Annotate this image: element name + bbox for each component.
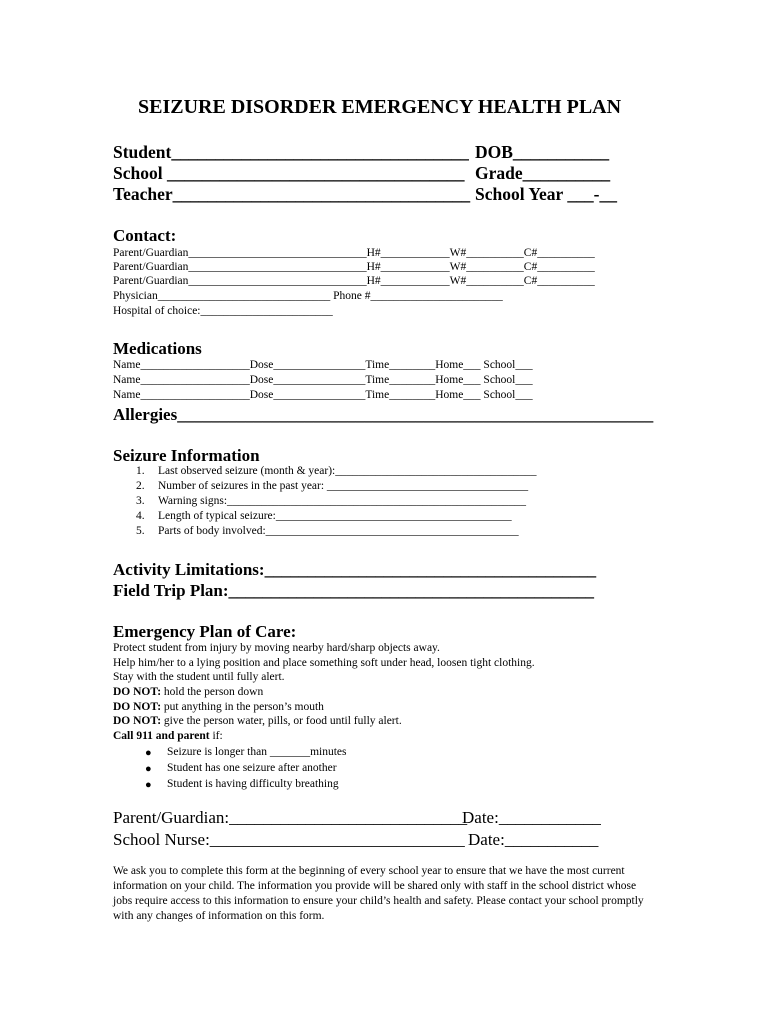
page-title: SEIZURE DISORDER EMERGENCY HEALTH PLAN — [138, 96, 622, 118]
do-not-line — [113, 716, 402, 728]
teacher-field[interactable]: Teacher__________________________________ — [113, 184, 471, 204]
footer-paragraph: We ask you to complete this form at the beginning of every school year to ensure that we have the most current information on your child. The information you provide will be shared only with staff in the school district whose jobs require access to this information to ensure your child’s health and safety. Please contact your school promptly with any changes of information on this form. — [113, 865, 644, 922]
call-911-label: Call 911 and parent — [113, 730, 210, 742]
do-not-label: DO NOT: — [113, 701, 162, 713]
list-item-number: 1. — [136, 465, 145, 477]
do-not-line — [113, 687, 263, 699]
emergency-instruction: Stay with the student until fully alert. — [113, 671, 285, 683]
list-item[interactable]: Warning signs:____________________________________________________ — [158, 495, 527, 507]
medication-row[interactable]: Name___________________Dose________________Time________Home___ School___ — [113, 359, 533, 371]
list-item[interactable]: Last observed seizure (month & year):___________________________________ — [158, 465, 537, 477]
do-not-line — [113, 702, 324, 714]
parent-date-field[interactable]: Date:____________ — [462, 808, 601, 827]
allergies-field[interactable]: Allergies________________________________________________________ — [113, 405, 654, 424]
list-item-number: 2. — [136, 480, 145, 492]
contact-heading: Contact: — [113, 226, 177, 245]
school-year-field[interactable]: School Year ___-__ — [475, 184, 617, 204]
dob-field[interactable]: DOB___________ — [475, 142, 610, 162]
emergency-plan-heading: Emergency Plan of Care: — [113, 622, 297, 641]
hospital-field[interactable]: Hospital of choice:_______________________ — [113, 305, 333, 317]
do-not-text: put anything in the person’s mouth — [161, 701, 324, 713]
bullet-icon: ● — [145, 763, 152, 775]
list-item: Student is having difficulty breathing — [167, 778, 339, 790]
list-item[interactable]: Length of typical seizure:_________________________________________ — [158, 510, 512, 522]
medication-row[interactable]: Name___________________Dose________________Time________Home___ School___ — [113, 389, 533, 401]
call-911-line — [113, 731, 223, 743]
nurse-date-field[interactable]: Date:___________ — [468, 830, 599, 849]
emergency-instruction: Protect student from injury by moving nearby hard/sharp objects away. — [113, 642, 440, 654]
list-item: Student has one seizure after another — [167, 762, 337, 774]
school-field[interactable]: School __________________________________ — [113, 163, 465, 183]
medications-heading: Medications — [113, 339, 202, 358]
contact-row[interactable]: Parent/Guardian_______________________________H#____________W#__________C#__________ — [113, 247, 595, 259]
seizure-info-heading: Seizure Information — [113, 446, 260, 465]
contact-row[interactable]: Parent/Guardian_______________________________H#____________W#__________C#__________ — [113, 261, 595, 273]
contact-row[interactable]: Parent/Guardian_______________________________H#____________W#__________C#__________ — [113, 275, 595, 287]
do-not-text: hold the person down — [161, 686, 264, 698]
list-item[interactable]: Parts of body involved:____________________________________________ — [158, 525, 519, 537]
bullet-icon: ● — [145, 747, 152, 759]
list-item-number: 3. — [136, 495, 145, 507]
do-not-text: give the person water, pills, or food until fully alert. — [161, 715, 402, 727]
list-item-number: 5. — [136, 525, 145, 537]
list-item-number: 4. — [136, 510, 145, 522]
call-911-suffix: if: — [209, 730, 223, 742]
parent-signature-field[interactable]: Parent/Guardian:____________________________ — [113, 808, 468, 827]
grade-field[interactable]: Grade__________ — [475, 163, 611, 183]
physician-field[interactable]: Physician______________________________ Phone #_______________________ — [113, 290, 503, 302]
do-not-label: DO NOT: — [113, 686, 162, 698]
emergency-instruction: Help him/her to a lying position and place something soft under head, loosen tight clothing. — [113, 657, 535, 669]
field-trip-plan-field[interactable]: Field Trip Plan:___________________________________________ — [113, 581, 595, 600]
activity-limitations-field[interactable]: Activity Limitations:_______________________________________ — [113, 560, 597, 579]
bullet-icon: ● — [145, 779, 152, 791]
medication-row[interactable]: Name___________________Dose________________Time________Home___ School___ — [113, 374, 533, 386]
list-item[interactable]: Number of seizures in the past year: ___________________________________ — [158, 480, 529, 492]
list-item[interactable]: Seizure is longer than _______minutes — [167, 746, 347, 758]
do-not-label: DO NOT: — [113, 715, 162, 727]
student-field[interactable]: Student__________________________________ — [113, 142, 469, 162]
nurse-signature-field[interactable]: School Nurse:______________________________ — [113, 830, 465, 849]
